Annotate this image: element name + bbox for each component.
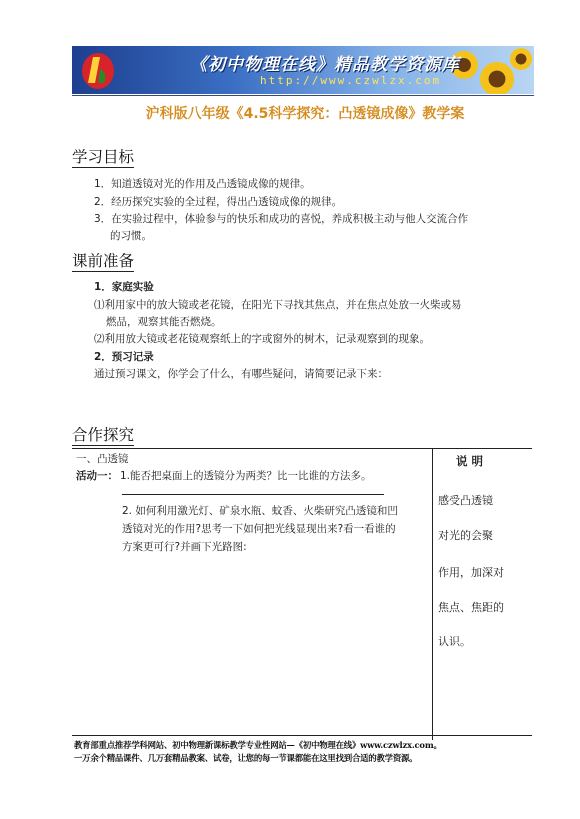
- answer-line: [122, 494, 384, 495]
- home-experiment-line: 燃品，观察其能否燃烧。: [106, 316, 222, 328]
- objective-item: 2．经历探究实验的全过程，得出凸透镜成像的规律。: [94, 196, 343, 208]
- home-experiment-line: ⑵利用放大镜或老花镜观察纸上的字或窗外的树木，记录观察到的现象。: [94, 333, 430, 345]
- objective-item-continued: 的习惯。: [110, 230, 152, 242]
- notes-line: 认识。: [438, 635, 471, 648]
- objective-item: 1．知道透镜对光的作用及凸透镜成像的规律。: [94, 178, 311, 190]
- activity-label: 活动一：: [76, 470, 118, 482]
- cooperation-heading: 合作探究: [72, 426, 135, 444]
- activity-question-2-line: 透镜对光的作用?思考一下如何把光线显现出来?看一看谁的: [122, 523, 396, 535]
- sunflower-decoration-icon: [480, 62, 514, 94]
- objectives-heading: 学习目标: [72, 148, 135, 166]
- preview-title: 2．预习记录: [94, 351, 154, 363]
- home-experiment-title: 1．家庭实验: [94, 281, 154, 293]
- notes-line: 作用，加深对: [438, 566, 504, 579]
- objective-item: 3．在实验过程中，体验参与的快乐和成功的喜悦，养成积极主动与他人交流合作: [94, 213, 469, 225]
- activity-question-2-line: 方案更可行?并画下光路图:: [122, 541, 247, 553]
- footer-line: 教育部重点推荐学科网站、初中物理新课标教学专业性网站—《初中物理在线》www.czwlzx.com。: [74, 740, 442, 750]
- site-banner: [72, 46, 534, 94]
- subsection-title: 一、凸透镜: [76, 453, 129, 465]
- header-divider: [72, 95, 534, 96]
- table-top-border: [72, 448, 532, 449]
- banner-url-link[interactable]: http://www.czwlzx.com: [260, 74, 442, 87]
- notes-column-divider: [432, 448, 433, 740]
- page-title: 沪科版八年级《4.5科学探究：凸透镜成像》教学案: [145, 106, 465, 122]
- sunflower-decoration-icon: [510, 48, 532, 70]
- site-logo-icon: [80, 49, 116, 91]
- banner-title: 《初中物理在线》精品教学资源库: [190, 55, 460, 75]
- preview-prompt: 通过预习课文，你学会了什么，有哪些疑问，请简要记录下来：: [94, 368, 388, 380]
- home-experiment-line: ⑴利用家中的放大镜或老花镜，在阳光下寻找其焦点，并在焦点处放一火柴或易: [94, 299, 462, 311]
- notes-line: 对光的会聚: [438, 529, 493, 542]
- footer-line: 一万余个精品课件、几万套精品教案、试卷，让您的每一节课都能在这里找到合适的教学资源。: [74, 753, 418, 763]
- notes-line: 焦点、焦距的: [438, 601, 504, 614]
- notes-heading: 说 明: [456, 454, 484, 468]
- notes-line: 感受凸透镜: [438, 494, 493, 507]
- preparation-heading: 课前准备: [72, 252, 135, 270]
- activity-question-1: 1.能否把桌面上的透镜分为两类？比一比谁的方法多。: [120, 470, 372, 482]
- footer-divider: [72, 735, 532, 736]
- activity-question-2-line: 2. 如何利用激光灯、矿泉水瓶、蚊香、火柴研究凸透镜和凹: [122, 505, 398, 517]
